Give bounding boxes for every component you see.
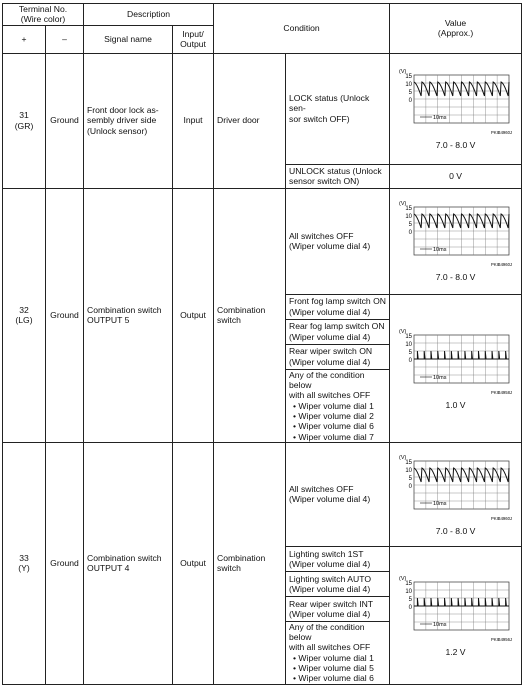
input-output-label-2: Output xyxy=(180,39,206,50)
condition-line: (Wiper volume dial 4) xyxy=(289,608,371,619)
terminal-31 xyxy=(3,53,46,188)
scope-tick-label: 10 xyxy=(404,341,412,348)
wire-color: (GR) xyxy=(14,120,34,131)
signal-line: (Unlock sensor) xyxy=(87,125,148,136)
wire-color: (Y) xyxy=(18,563,30,574)
scope-tick-label: 5 xyxy=(408,596,412,603)
bullet-text: Wiper volume dial 7 xyxy=(298,431,374,442)
location-line: Combination xyxy=(217,304,266,315)
condition-line: with all switches OFF xyxy=(289,642,371,653)
input-output-header xyxy=(173,25,214,53)
condition-line: Lighting switch AUTO xyxy=(289,573,372,584)
condition-line: Any of the condition below xyxy=(289,621,365,643)
bullet-item: • Wiper volume dial 6 xyxy=(293,421,374,432)
condition-line: (Wiper volume dial 4) xyxy=(289,356,371,367)
condition-31-lock xyxy=(286,53,390,164)
io-33: Output xyxy=(173,442,214,684)
condition-32-any xyxy=(286,369,390,442)
condition-line: with all switches OFF xyxy=(289,390,371,401)
value-33-low xyxy=(390,546,522,684)
input-output-label-1: Input/ xyxy=(182,28,204,39)
oscilloscope-waveform xyxy=(397,198,515,270)
value-31-unlock xyxy=(390,164,522,188)
figure-code: PKIB4956J xyxy=(490,636,512,642)
condition-line: All switches OFF xyxy=(289,484,354,494)
scope-tick-label: 0 xyxy=(408,357,412,364)
condition-line: Rear fog lamp switch ON xyxy=(289,321,385,332)
figure-code: PKIB4960J xyxy=(490,129,512,135)
condition-33-lighting-auto xyxy=(286,571,390,596)
location-33 xyxy=(214,442,286,684)
scope-tick-label: 10 xyxy=(404,81,412,88)
condition-32-front-fog xyxy=(286,294,390,319)
condition-line: Any of the condition below xyxy=(289,369,365,390)
value-32-all-off xyxy=(390,188,522,294)
condition-line: (Wiper volume dial 4) xyxy=(289,241,371,252)
scope-tick-label: 5 xyxy=(408,89,412,96)
value-text: 7.0 - 8.0 V xyxy=(435,272,476,283)
condition-line: Rear wiper switch ON xyxy=(289,346,373,357)
figure-code: PKIB4960J xyxy=(490,262,512,268)
bullet-item: • Wiper volume dial 6 xyxy=(293,673,374,684)
figure-code: PKIB4960J xyxy=(490,515,512,521)
value-32-low xyxy=(390,294,522,442)
bullet-text: Wiper volume dial 1 xyxy=(298,652,374,663)
signal-line: OUTPUT 5 xyxy=(87,315,130,326)
scope-tick-label: 0 xyxy=(408,604,412,611)
scope-tick-label: 0 xyxy=(408,97,412,104)
condition-line: All switches OFF xyxy=(289,230,354,241)
signal-name-31 xyxy=(84,53,173,188)
value-text: 7.0 - 8.0 V xyxy=(435,525,476,536)
value-header xyxy=(390,4,522,54)
bullet-text: Wiper volume dial 1 xyxy=(298,400,374,411)
scope-tick-label: 10 xyxy=(404,588,412,595)
terminal-number: 33 xyxy=(19,552,29,563)
description-header: Description xyxy=(84,4,214,26)
condition-header: Condition xyxy=(214,4,390,54)
scope-unit-label: (V) xyxy=(398,201,406,208)
condition-line: (Wiper volume dial 4) xyxy=(289,331,371,342)
bullet-text: Wiper volume dial 6 xyxy=(298,673,374,684)
signal-line: Front door lock as- xyxy=(87,105,159,116)
terminal-no-label: Terminal No. xyxy=(18,4,68,14)
bullet-text: Wiper volume dial 2 xyxy=(298,410,374,421)
table-row-31 xyxy=(3,53,522,164)
location-line: switch xyxy=(217,315,241,326)
oscilloscope-waveform xyxy=(397,452,515,524)
bullet-text: Wiper volume dial 5 xyxy=(298,663,374,674)
signal-line: sembly driver side xyxy=(87,115,157,126)
condition-line: Rear wiper switch INT xyxy=(289,598,374,609)
wire-color: (LG) xyxy=(15,315,33,326)
approx-label: (Approx.) xyxy=(437,28,474,39)
signal-line: Combination switch xyxy=(87,552,162,563)
bullet-item: • Wiper volume dial 1 xyxy=(293,400,374,411)
oscilloscope-waveform xyxy=(397,326,515,398)
scope-tick-label: 5 xyxy=(408,349,412,356)
condition-33-rear-wiper-int xyxy=(286,596,390,621)
table-row-32 xyxy=(3,188,522,294)
condition-32-rear-wiper xyxy=(286,344,390,369)
bullet-item: • Wiper volume dial 1 xyxy=(293,652,374,663)
plus-header: + xyxy=(3,25,46,53)
bullet-item: • Wiper volume dial 2 xyxy=(293,410,374,421)
oscilloscope-waveform xyxy=(397,573,515,645)
scope-tick-label: 15 xyxy=(404,206,412,213)
time-scale-label: 10ms xyxy=(432,621,446,628)
value-text: 1.0 V xyxy=(445,399,466,410)
signal-line: OUTPUT 4 xyxy=(87,563,130,574)
wire-color-label: (Wire color) xyxy=(20,14,66,25)
condition-line: Lighting switch 1ST xyxy=(289,548,364,559)
terminal-number: 31 xyxy=(19,110,29,121)
time-scale-label: 10ms xyxy=(432,247,446,254)
scope-unit-label: (V) xyxy=(398,454,406,461)
condition-line: sor switch OFF) xyxy=(289,113,350,124)
terminal-32 xyxy=(3,188,46,442)
scope-tick-label: 15 xyxy=(404,73,412,80)
value-label: Value xyxy=(444,18,467,28)
scope-tick-label: 15 xyxy=(404,580,412,587)
condition-33-all-off xyxy=(286,442,390,546)
location-line: Combination xyxy=(217,552,266,563)
scope-unit-label: (V) xyxy=(398,575,406,582)
signal-name-33 xyxy=(84,442,173,684)
scope-tick-label: 15 xyxy=(404,459,412,466)
condition-line: (Wiper volume dial 4) xyxy=(289,583,371,594)
ground-33: Ground xyxy=(46,442,84,684)
terminal-spec-table xyxy=(2,3,522,685)
signal-line: Combination switch xyxy=(87,304,162,315)
value-text: 1.2 V xyxy=(445,646,466,657)
time-scale-label: 10ms xyxy=(432,114,446,121)
signal-name-32 xyxy=(84,188,173,442)
value-text: 7.0 - 8.0 V xyxy=(435,139,476,150)
condition-line: (Wiper volume dial 4) xyxy=(289,558,371,569)
location-32 xyxy=(214,188,286,442)
minus-header: – xyxy=(46,25,84,53)
terminal-no-header xyxy=(3,4,84,26)
value-31-lock xyxy=(390,53,522,164)
scope-unit-label: (V) xyxy=(398,328,406,335)
bullet-item: • Wiper volume dial 7 xyxy=(293,431,374,442)
condition-line: (Wiper volume dial 4) xyxy=(289,494,371,505)
condition-33-any xyxy=(286,621,390,684)
condition-line: UNLOCK status (Unlock xyxy=(289,165,382,176)
time-scale-label: 10ms xyxy=(432,374,446,381)
scope-tick-label: 5 xyxy=(408,222,412,229)
condition-32-all-off xyxy=(286,188,390,294)
bullet-item: • Wiper volume dial 5 xyxy=(293,663,374,674)
condition-32-rear-fog xyxy=(286,319,390,344)
condition-line: sensor switch ON) xyxy=(289,176,360,187)
scope-tick-label: 5 xyxy=(408,475,412,482)
condition-line: LOCK status (Unlock sen- xyxy=(289,93,370,114)
io-32: Output xyxy=(173,188,214,442)
location-line: switch xyxy=(217,563,241,574)
value-33-all-off xyxy=(390,442,522,546)
signal-name-header: Signal name xyxy=(84,25,173,53)
ground-31: Ground xyxy=(46,53,84,188)
scope-tick-label: 0 xyxy=(408,483,412,490)
bullet-text: Wiper volume dial 6 xyxy=(298,421,374,432)
condition-31-unlock xyxy=(286,164,390,188)
scope-tick-label: 10 xyxy=(404,467,412,474)
location-31: Driver door xyxy=(214,53,286,188)
table-row-33 xyxy=(3,442,522,546)
figure-code: PKIB4958J xyxy=(490,389,512,395)
condition-33-lighting-1st xyxy=(286,546,390,571)
scope-tick-label: 15 xyxy=(404,333,412,340)
terminal-33 xyxy=(3,442,46,684)
scope-tick-label: 0 xyxy=(408,230,412,237)
scope-unit-label: (V) xyxy=(398,68,406,75)
scope-tick-label: 10 xyxy=(404,214,412,221)
value-text: 0 V xyxy=(449,171,462,182)
oscilloscope-waveform xyxy=(397,66,515,138)
terminal-number: 32 xyxy=(19,304,29,315)
condition-line: (Wiper volume dial 4) xyxy=(289,306,371,317)
time-scale-label: 10ms xyxy=(432,500,446,507)
io-31: Input xyxy=(173,53,214,188)
ground-32: Ground xyxy=(46,188,84,442)
condition-line: Front fog lamp switch ON xyxy=(289,296,386,307)
